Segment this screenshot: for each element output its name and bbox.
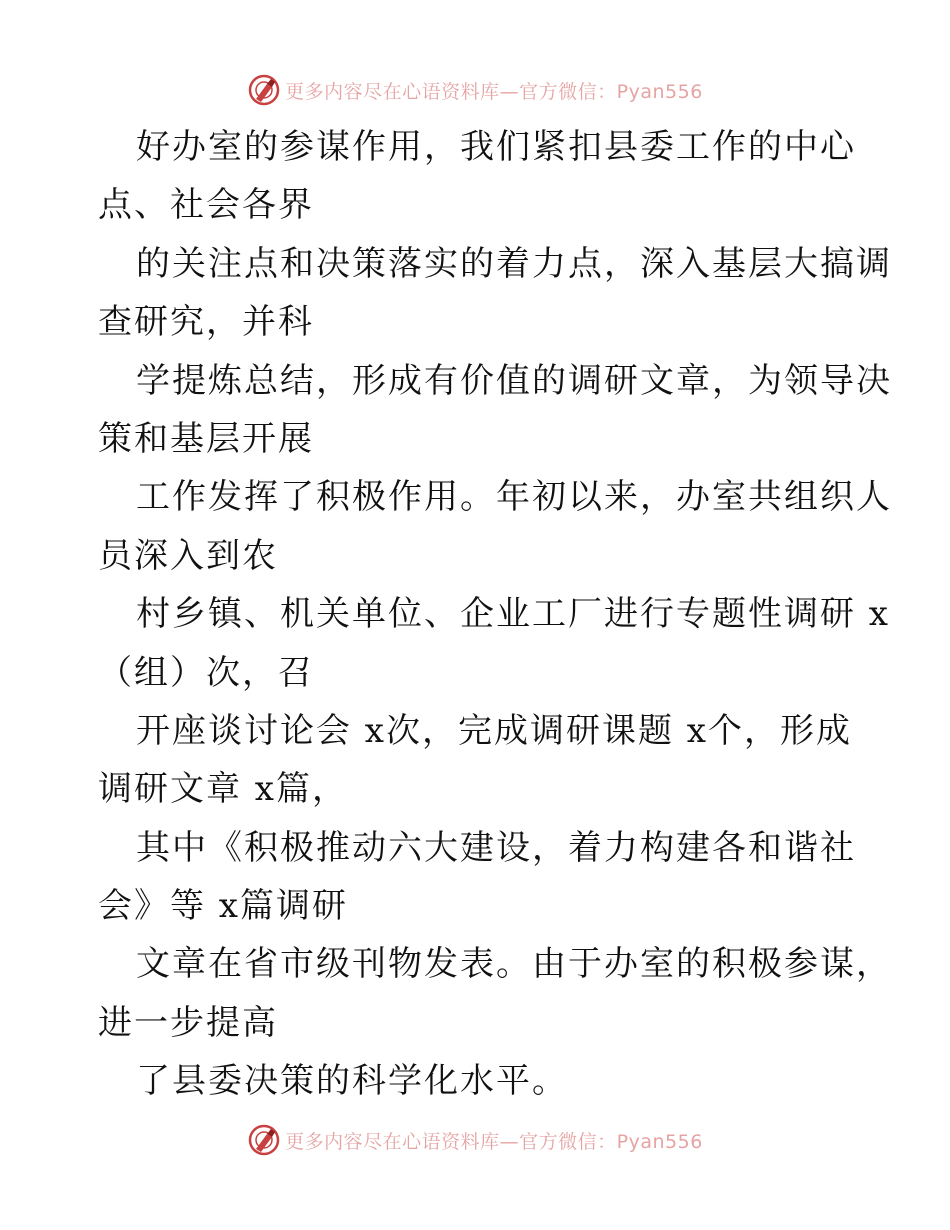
header-banner <box>0 70 950 110</box>
body-line: 查研究，并科 <box>98 302 314 343</box>
body-line: 村乡镇、机关单位、企业工厂进行专题性调研 x <box>136 594 890 635</box>
pen-nib-logo-icon <box>247 73 281 107</box>
body-line: 文章在省市级刊物发表。由于办室的积极参谋， <box>136 944 892 985</box>
body-line: 点、社会各界 <box>98 185 314 226</box>
body-line: 会》等 x篇调研 <box>98 886 348 927</box>
body-line: （组）次，召 <box>98 652 314 693</box>
body-line: 员深入到农 <box>98 535 278 576</box>
body-line: 调研文章 x篇， <box>98 769 348 810</box>
footer-banner-text: 更多内容尽在心语资料库—官方微信：Pyan556 <box>285 1130 703 1153</box>
body-line: 开座谈讨论会 x次，完成调研课题 x个，形成 <box>136 710 852 751</box>
document-body <box>98 118 892 1111</box>
body-line: 策和基层开展 <box>98 418 314 459</box>
pen-nib-logo-icon <box>247 1123 281 1157</box>
body-line: 的关注点和决策落实的着力点，深入基层大搞调 <box>136 243 892 284</box>
body-line: 好办室的参谋作用，我们紧扣县委工作的中心 <box>136 127 856 167</box>
footer-banner <box>0 1120 950 1160</box>
body-line: 工作发挥了积极作用。年初以来，办室共组织人 <box>136 477 892 518</box>
body-line: 其中《积极推动六大建设，着力构建各和谐社 <box>136 827 856 868</box>
header-banner-text: 更多内容尽在心语资料库—官方微信：Pyan556 <box>285 80 703 103</box>
body-line: 进一步提高 <box>98 1002 278 1043</box>
body-line: 学提炼总结，形成有价值的调研文章，为领导决 <box>136 360 892 401</box>
body-line: 了县委决策的科学化水平。 <box>136 1061 568 1102</box>
